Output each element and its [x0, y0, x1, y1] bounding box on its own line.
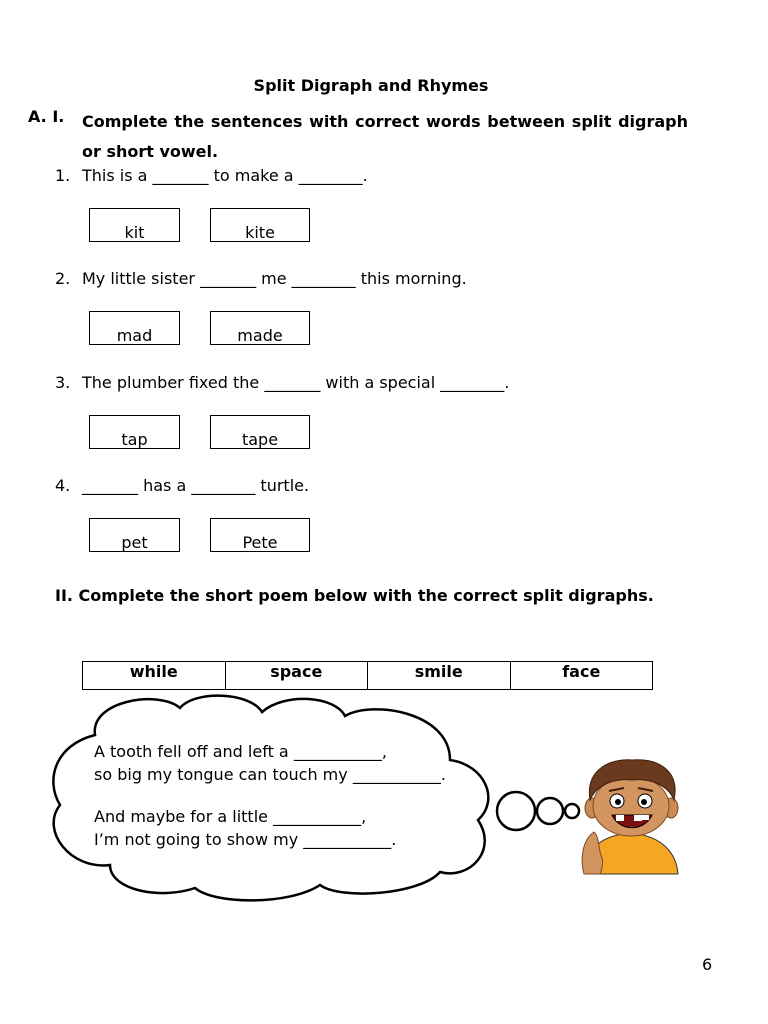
poem-line: so big my tongue can touch my ___________. — [94, 765, 446, 784]
poem-line: I’m not going to show my ___________. — [94, 830, 397, 849]
word-bank-cell: space — [225, 662, 368, 690]
page-number: 6 — [702, 955, 713, 974]
section-a-label: A. I. — [28, 107, 65, 126]
option-box: tap — [89, 415, 180, 449]
option-box: made — [210, 311, 310, 345]
word-bank-cell: face — [510, 662, 653, 690]
question-number: 1. — [55, 166, 71, 185]
poem-line: And maybe for a little ___________, — [94, 807, 367, 826]
question-text: _______ has a ________ turtle. — [82, 476, 310, 495]
option-box: kite — [210, 208, 310, 242]
option-box: mad — [89, 311, 180, 345]
question-text: My little sister _______ me ________ this morning. — [82, 269, 467, 288]
thought-bubble-icon — [565, 804, 579, 818]
section-b-instruction: II. Complete the short poem below with the correct split digraphs. — [55, 586, 654, 605]
question-text: This is a _______ to make a ________. — [82, 166, 368, 185]
thought-bubble-icon — [537, 798, 563, 824]
poem-line: A tooth fell off and left a ___________, — [94, 742, 387, 761]
thought-bubble-icon — [497, 792, 535, 830]
option-box: pet — [89, 518, 180, 552]
page-title: Split Digraph and Rhymes — [253, 76, 489, 95]
question-number: 2. — [55, 269, 71, 288]
thought-cloud-icon — [53, 696, 488, 901]
boy-missing-tooth-icon — [582, 760, 678, 874]
word-bank-cell: smile — [368, 662, 511, 690]
section-a-instruction: Complete the sentences with correct words between split digraph or short vowel. — [82, 112, 688, 161]
option-box: kit — [89, 208, 180, 242]
question-number: 3. — [55, 373, 71, 392]
option-box: tape — [210, 415, 310, 449]
word-bank-cell: while — [83, 662, 226, 690]
question-text: The plumber fixed the _______ with a special ________. — [82, 373, 510, 392]
option-box: Pete — [210, 518, 310, 552]
question-number: 4. — [55, 476, 71, 495]
